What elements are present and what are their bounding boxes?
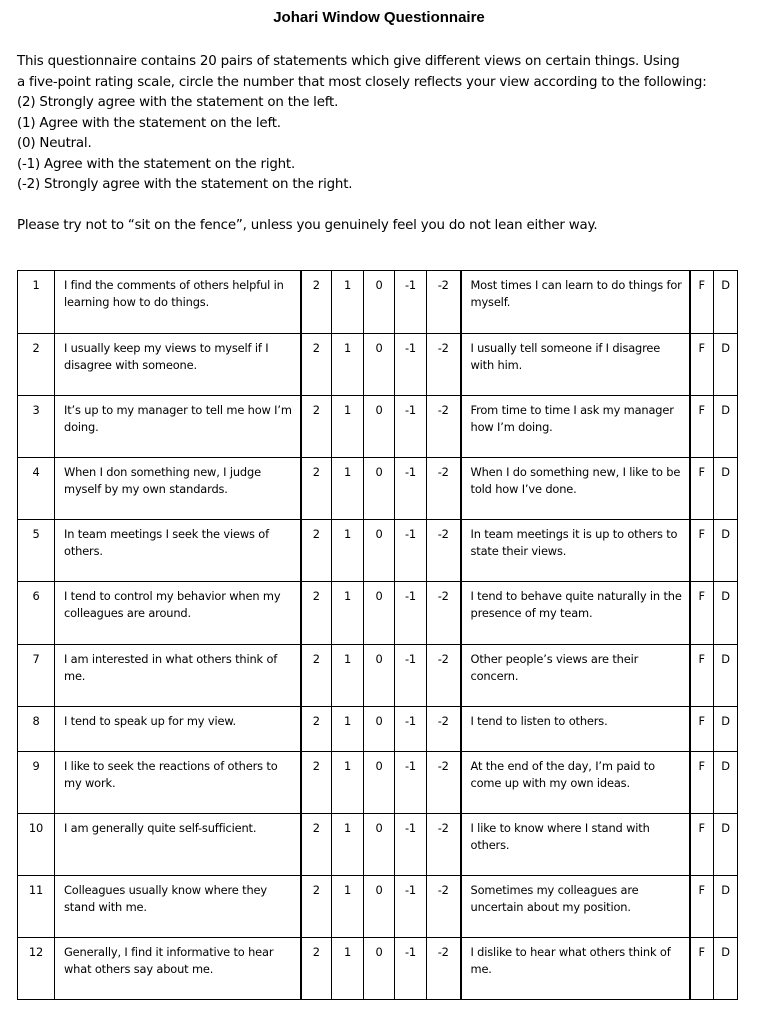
score-0-option[interactable]: 0	[364, 334, 395, 396]
question-number: 10	[18, 814, 55, 876]
score-minus-2-option[interactable]: -2	[427, 645, 461, 707]
score-1-option[interactable]: 1	[332, 707, 364, 752]
question-row	[18, 396, 738, 458]
score-2-option[interactable]: 2	[301, 645, 332, 707]
question-number: 7	[18, 645, 55, 707]
score-2-option[interactable]: 2	[301, 271, 332, 334]
instruction-line: This questionnaire contains 20 pairs of statements which give different views on certain things. Using	[17, 54, 680, 69]
left-statement: In team meetings I seek the views of others.	[55, 520, 301, 582]
right-statement: I usually tell someone if I disagree with him.	[461, 334, 690, 396]
question-row	[18, 582, 738, 645]
d-option[interactable]: D	[714, 396, 738, 458]
f-option[interactable]: F	[690, 707, 714, 752]
question-number: 4	[18, 458, 55, 520]
question-row	[18, 645, 738, 707]
score-0-option[interactable]: 0	[364, 814, 395, 876]
f-option[interactable]: F	[690, 520, 714, 582]
f-option[interactable]: F	[690, 582, 714, 645]
question-row	[18, 707, 738, 752]
left-statement: I usually keep my views to myself if I disagree with someone.	[55, 334, 301, 396]
score-1-option[interactable]: 1	[332, 938, 364, 1000]
scale-legend-1: (1) Agree with the statement on the left.	[17, 115, 281, 131]
f-option[interactable]: F	[690, 271, 714, 334]
question-number: 12	[18, 938, 55, 1000]
score-minus-2-option[interactable]: -2	[427, 582, 461, 645]
score-minus-2-option[interactable]: -2	[427, 271, 461, 334]
f-option[interactable]: F	[690, 814, 714, 876]
question-number: 5	[18, 520, 55, 582]
score-1-option[interactable]: 1	[332, 396, 364, 458]
question-row	[18, 752, 738, 814]
d-option[interactable]: D	[714, 520, 738, 582]
score-2-option[interactable]: 2	[301, 582, 332, 645]
score-2-option[interactable]: 2	[301, 334, 332, 396]
score-1-option[interactable]: 1	[332, 334, 364, 396]
score-0-option[interactable]: 0	[364, 707, 395, 752]
d-option[interactable]: D	[714, 752, 738, 814]
f-option[interactable]: F	[690, 458, 714, 520]
score-2-option[interactable]: 2	[301, 458, 332, 520]
d-option[interactable]: D	[714, 876, 738, 938]
scale-legend-minus-1: (-1) Agree with the statement on the right.	[17, 156, 296, 172]
left-statement: I tend to control my behavior when my colleagues are around.	[55, 582, 301, 645]
question-number: 11	[18, 876, 55, 938]
f-option[interactable]: F	[690, 645, 714, 707]
left-statement: I find the comments of others helpful in learning how to do things.	[55, 271, 301, 334]
page-title: Johari Window Questionnaire	[273, 9, 485, 26]
left-statement: Generally, I find it informative to hear what others say about me.	[55, 938, 301, 1000]
score-minus-1-option[interactable]: -1	[395, 938, 427, 1000]
question-row	[18, 520, 738, 582]
d-option[interactable]: D	[714, 707, 738, 752]
score-minus-2-option[interactable]: -2	[427, 334, 461, 396]
score-1-option[interactable]: 1	[332, 752, 364, 814]
score-minus-1-option[interactable]: -1	[395, 645, 427, 707]
score-minus-2-option[interactable]: -2	[427, 520, 461, 582]
question-row	[18, 938, 738, 1000]
scale-legend-0: (0) Neutral.	[17, 136, 92, 151]
right-statement: At the end of the day, I’m paid to come up with my own ideas.	[461, 752, 690, 814]
right-statement: From time to time I ask my manager how I’m doing.	[461, 396, 690, 458]
questionnaire-table	[17, 270, 738, 1000]
score-minus-1-option[interactable]: -1	[395, 271, 427, 334]
scale-legend-2: (2) Strongly agree with the statement on the left.	[17, 95, 339, 110]
question-row	[18, 271, 738, 334]
score-minus-2-option[interactable]: -2	[427, 938, 461, 1000]
score-minus-2-option[interactable]: -2	[427, 752, 461, 814]
d-option[interactable]: D	[714, 334, 738, 396]
score-minus-1-option[interactable]: -1	[395, 334, 427, 396]
scale-legend-minus-2: (-2) Strongly agree with the statement on the right.	[17, 177, 353, 192]
left-statement: When I don something new, I judge myself by my own standards.	[55, 458, 301, 520]
score-0-option[interactable]: 0	[364, 876, 395, 938]
score-minus-1-option[interactable]: -1	[395, 707, 427, 752]
score-2-option[interactable]: 2	[301, 707, 332, 752]
score-minus-2-option[interactable]: -2	[427, 458, 461, 520]
score-0-option[interactable]: 0	[364, 396, 395, 458]
right-statement: Most times I can learn to do things for myself.	[461, 271, 690, 334]
score-1-option[interactable]: 1	[332, 458, 364, 520]
left-statement: Colleagues usually know where they stand with me.	[55, 876, 301, 938]
question-number: 3	[18, 396, 55, 458]
right-statement: I tend to listen to others.	[461, 707, 690, 752]
d-option[interactable]: D	[714, 814, 738, 876]
fence-note: Please try not to “sit on the fence”, unless you genuinely feel you do not lean either way.	[17, 218, 598, 233]
f-option[interactable]: F	[690, 938, 714, 1000]
score-0-option[interactable]: 0	[364, 582, 395, 645]
f-option[interactable]: F	[690, 396, 714, 458]
score-0-option[interactable]: 0	[364, 645, 395, 707]
score-minus-1-option[interactable]: -1	[395, 876, 427, 938]
d-option[interactable]: D	[714, 458, 738, 520]
score-1-option[interactable]: 1	[332, 814, 364, 876]
left-statement: I am generally quite self-sufficient.	[55, 814, 301, 876]
d-option[interactable]: D	[714, 271, 738, 334]
left-statement: I am interested in what others think of me.	[55, 645, 301, 707]
f-option[interactable]: F	[690, 876, 714, 938]
score-1-option[interactable]: 1	[332, 271, 364, 334]
d-option[interactable]: D	[714, 582, 738, 645]
question-number: 6	[18, 582, 55, 645]
f-option[interactable]: F	[690, 334, 714, 396]
score-1-option[interactable]: 1	[332, 582, 364, 645]
score-2-option[interactable]: 2	[301, 396, 332, 458]
score-minus-2-option[interactable]: -2	[427, 707, 461, 752]
score-minus-1-option[interactable]: -1	[395, 582, 427, 645]
instructions	[17, 52, 762, 237]
question-row	[18, 876, 738, 938]
right-statement: I tend to behave quite naturally in the presence of my team.	[461, 582, 690, 645]
left-statement: It’s up to my manager to tell me how I’m doing.	[55, 396, 301, 458]
question-number: 2	[18, 334, 55, 396]
d-option[interactable]: D	[714, 938, 738, 1000]
score-1-option[interactable]: 1	[332, 876, 364, 938]
score-2-option[interactable]: 2	[301, 814, 332, 876]
score-minus-1-option[interactable]: -1	[395, 396, 427, 458]
score-0-option[interactable]: 0	[364, 752, 395, 814]
score-minus-1-option[interactable]: -1	[395, 458, 427, 520]
score-minus-1-option[interactable]: -1	[395, 752, 427, 814]
score-minus-1-option[interactable]: -1	[395, 520, 427, 582]
right-statement: Other people’s views are their concern.	[461, 645, 690, 707]
score-2-option[interactable]: 2	[301, 876, 332, 938]
right-statement: When I do something new, I like to be told how I’ve done.	[461, 458, 690, 520]
instruction-line: a five-point rating scale, circle the number that most closely reflects your view according to the following:	[17, 74, 707, 90]
left-statement: I tend to speak up for my view.	[55, 707, 301, 752]
right-statement: I like to know where I stand with others.	[461, 814, 690, 876]
score-0-option[interactable]: 0	[364, 458, 395, 520]
d-option[interactable]: D	[714, 645, 738, 707]
score-2-option[interactable]: 2	[301, 938, 332, 1000]
score-1-option[interactable]: 1	[332, 520, 364, 582]
score-2-option[interactable]: 2	[301, 520, 332, 582]
left-statement: I like to seek the reactions of others to my work.	[55, 752, 301, 814]
f-option[interactable]: F	[690, 752, 714, 814]
right-statement: I dislike to hear what others think of me.	[461, 938, 690, 1000]
question-row	[18, 458, 738, 520]
right-statement: In team meetings it is up to others to state their views.	[461, 520, 690, 582]
score-minus-2-option[interactable]: -2	[427, 876, 461, 938]
question-row	[18, 334, 738, 396]
score-minus-2-option[interactable]: -2	[427, 396, 461, 458]
question-row	[18, 814, 738, 876]
score-2-option[interactable]: 2	[301, 752, 332, 814]
score-0-option[interactable]: 0	[364, 938, 395, 1000]
question-number: 9	[18, 752, 55, 814]
score-1-option[interactable]: 1	[332, 645, 364, 707]
right-statement: Sometimes my colleagues are uncertain about my position.	[461, 876, 690, 938]
question-number: 1	[18, 271, 55, 334]
score-0-option[interactable]: 0	[364, 520, 395, 582]
score-minus-1-option[interactable]: -1	[395, 814, 427, 876]
score-minus-2-option[interactable]: -2	[427, 814, 461, 876]
question-number: 8	[18, 707, 55, 752]
score-0-option[interactable]: 0	[364, 271, 395, 334]
